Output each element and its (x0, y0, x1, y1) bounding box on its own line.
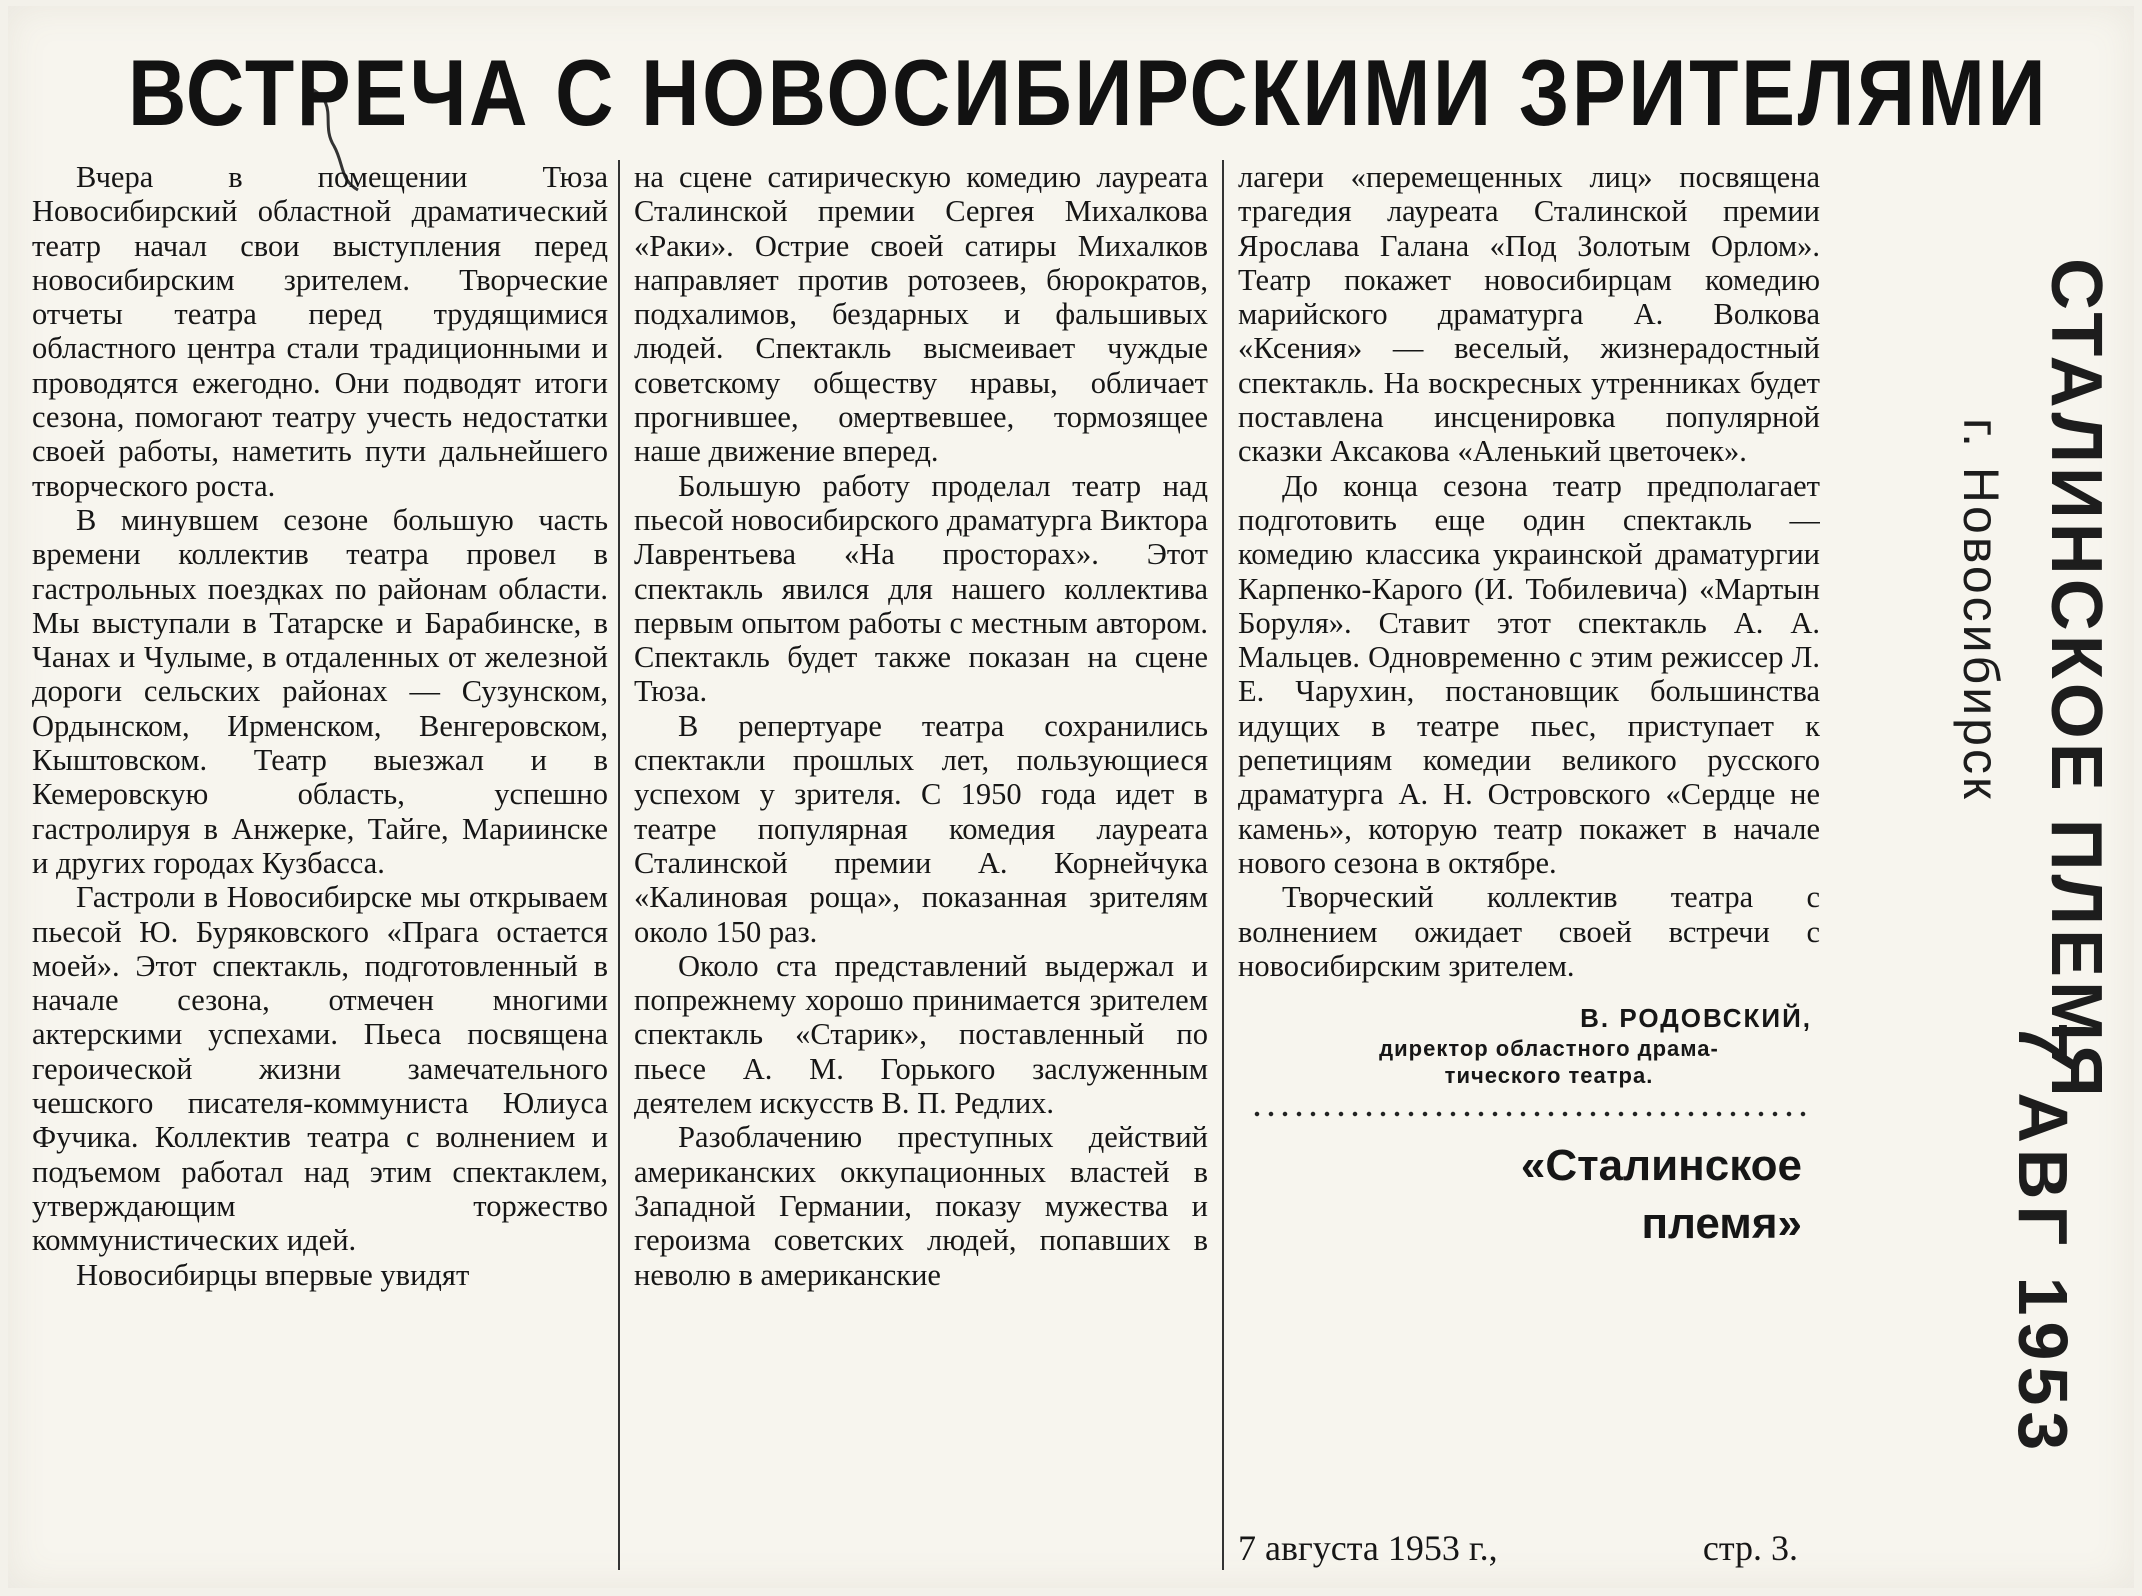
stamp-city: г. Новосибирск (1953, 418, 2009, 802)
source-page: стр. 3. (1702, 1528, 1798, 1568)
source-paper-name-line-1: «Сталинское (1520, 1141, 1802, 1191)
paragraph: До конца сезона театр предполагает подготовить еще один спектакль — комедию классика украинской драматургии Карпенко-Карого (И. Тобилевича) «Мартын Боруля». Ставит этот спектакль А. А. Мальцев. Одновременно с этим режиссер Л. Е. Чарухин, постановщик большинства идущих в театре пьес, приступает к репетициям комедии великого русского драматурга А. Н. Островского «Сердце не камень», которую театр покажет в начале нового сезона в октябре. (1238, 468, 1820, 880)
article-headline: ВСТРЕЧА С НОВОСИБИРСКИМИ ЗРИТЕЛЯМИ (128, 40, 2049, 145)
paragraph: на сцене сатирическую комедию лауреата Сталинской премии Сергея Михалкова «Раки». Острие своей сатиры Михалков направляет против ротозеев, бюрократов, подхалимов, бездарных и фальшивых людей. Спектакль высмеивает чуждые советскому обществу нравы, обличает прогнившее, омертвевшее, тормозящее наше движение вперед. (634, 160, 1208, 469)
paragraph: Новосибирцы впервые увидят (76, 1257, 470, 1292)
source-date: 7 августа 1953 г., (1238, 1528, 1498, 1568)
column-rule (1222, 160, 1224, 1570)
paragraph: Вчера в помещении Тюза Новосибирский областной драматический театр начал свои выступления перед новосибирским зрителем. Творческие отчеты театра перед трудящимися областного центра стали традиционными и проводятся ежегодно. Они подводят итоги сезона, помогают театру учесть недостатки своей работы, наметить пути дальнейшего творческого роста. (32, 160, 608, 503)
paragraph: Около ста представлений выдержал и попрежнему хорошо принимается зрителем спектакль «Старик», поставленный по пьесе А. М. Горького заслуженным деятелем искусств В. П. Редлих. (634, 948, 1208, 1121)
paragraph: Творческий коллектив театра с волнением ожидает своей встречи с новосибирским зрителем. (1238, 880, 1820, 983)
author-name: В. РОДОВСКИЙ, (1580, 1003, 1812, 1034)
paragraph: Разоблачению преступных действий американских оккупационных властей в Западной Германии, показу мужества и героизма советских людей, попавших в неволю в американские (634, 1120, 1208, 1292)
paragraph: Гастроли в Новосибирске мы открываем пьесой Ю. Буряковского «Прага остается моей». Этот спектакль, подготовленный в начале сезона, отмечен многими актерскими успехами. Пьеса посвящена героической жизни замечательного чешского писателя-коммуниста Юлиуса Фучика. Коллектив театра с волнением и подъемом работал над этим спектаклем, утверждающим торжество коммунистических идей. (32, 880, 608, 1258)
source-paper-name-line-2: племя» (1641, 1199, 1802, 1249)
author-title-line-2: тического театра. (1444, 1063, 1654, 1089)
paragraph: В минувшем сезоне большую часть времени коллектив театра провел в гастрольных поездках по районам области. Мы выступали в Татарске и Барабинске, в Чанах и Чулыме, в отдаленных от железной дороги сельских районах — Сузунском, Ордынском, Ирменском, Венгеровском, Кыштовском. Театр выезжал и в Кемеровскую область, успешно гастролируя в Анжерке, Тайге, Мариинске и других городах Кузбасса. (32, 502, 608, 880)
stamp-paper-name: СТАЛИНСКОЕ ПЛЕМЯ (2036, 258, 2116, 1101)
dotted-separator (1250, 1111, 1810, 1117)
article-column-2 (634, 160, 1208, 1570)
stamp-date: 7 АВГ 1953 (2004, 1022, 2082, 1457)
paragraph: лагери «перемещенных лиц» посвящена трагедия лауреата Сталинской премии Ярослава Галана «Под Золотым Орлом». Театр покажет новосибирцам комедию марийского драматурга А. Волкова «Ксения» — веселый, жизнерадостный спектакль. На воскресных утренниках будет поставлена инсценировка популярной сказки Аксакова «Аленький цветочек». (1238, 160, 1820, 469)
source-dateline (1238, 1528, 1798, 1568)
article-column-1 (32, 160, 608, 1570)
paragraph: В репертуаре театра сохранились спектакли прошлых лет, пользующиеся успехом у зрителя. С 1950 года идет в театре популярная комедия лауреата Сталинской премии А. Корнейчука «Калиновая роща», показанная зрителям около 150 раз. (634, 708, 1208, 949)
paragraph: Большую работу проделал театр над пьесой новосибирского драматурга Виктора Лаврентьева «На просторах». Этот спектакль явился для нашего коллектива первым опытом работы с местным автором. Спектакль будет также показан на сцене Тюза. (634, 468, 1208, 709)
author-title-line-1: директор областного драма- (1379, 1036, 1719, 1062)
column-rule (618, 160, 620, 1570)
article-column-3 (1238, 160, 1820, 1520)
